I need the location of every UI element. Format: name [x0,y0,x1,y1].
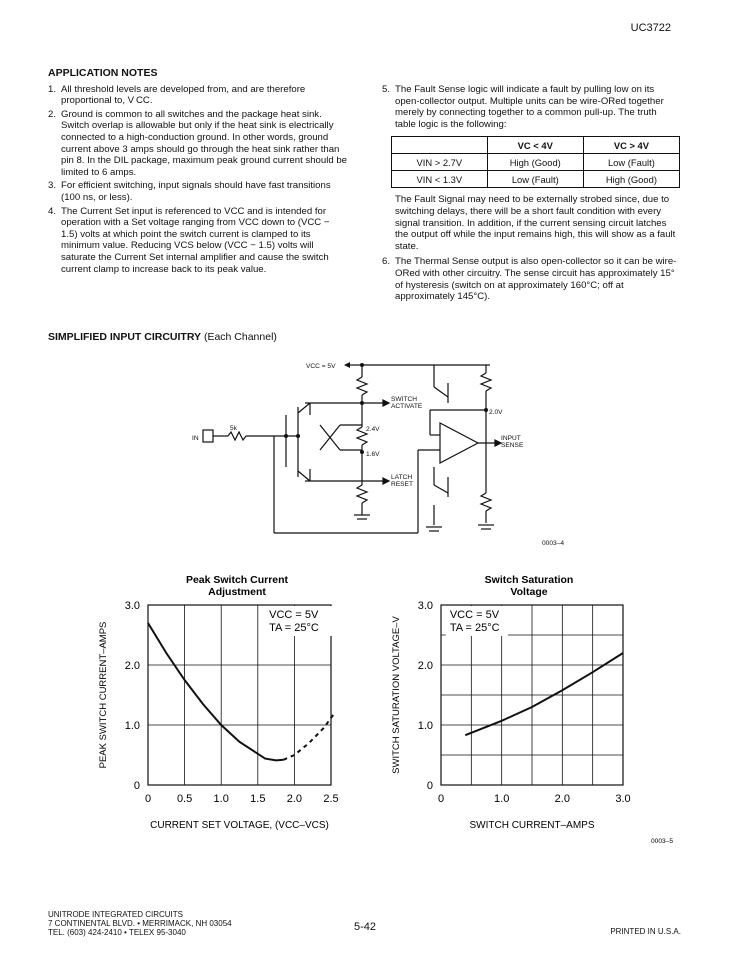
table-row: VIN > 2.7V High (Good) Low (Fault) [392,154,680,171]
x-tick-label: 0 [144,793,152,805]
fig-number-2: 0003–5 [651,838,674,845]
switch-activate-label: SWITCH [391,396,418,403]
note-4: 4. The Current Set input is referenced to VCC and is intended for operation with a Set voltage ranging from VCC down to (VCC − 1.5) volts at which point the switch current is clamped to its minimum value. Reducing VCS below (VCC − 1.5) volts will saturate the Current Set internal amplifier and cause the switch current clamp to increase back to its peak value. [48,205,330,275]
y-axis-label: PEAK SWITCH CURRENT–AMPS [98,621,109,769]
x-tick-label: 0.5 [176,793,193,805]
input-sense-label: INPUT [501,435,521,442]
note-2: 2. Ground is common to all switches and the package heat sink. Switch overlap is allowable but only if the heat sink is electrically connected to a high-conduction ground. In other words, ground current above 3 amps should go through the heat sink rather than pin 8. In the DIL package, maximum peak ground current should be limited to 6 amps. [48,108,348,178]
truth-table-head: VC > 4V [583,137,679,154]
company: UNITRODE INTEGRATED CIRCUITS [48,910,183,919]
annotation-text: VCC = 5V [449,609,500,621]
series-line [283,713,334,760]
fault-paragraph: The Fault Signal may need to be externally strobed since, due to switching delays, there will be a short fault condition with every signal transition. In addition, if the current sensing circuit latches the output off while the input remains high, this will show as a fault state. [395,194,676,252]
part-number: UC3722 [630,22,671,34]
notes-right [382,84,680,305]
v20-label: 2.0V [489,409,503,416]
telephone: TEL. (603) 424-2410 • TELEX 95-3040 [48,928,186,937]
vcc-label: VCC = 5V [306,363,336,370]
y-tick-label: 0 [133,780,140,792]
table-row: VIN < 1.3V Low (Fault) High (Good) [392,171,680,188]
y-tick-label: 2.0 [124,660,140,672]
note-3: 3. For efficient switching, input signals should have fast transitions (100 ns, or less). [48,180,331,203]
x-tick-label: 3.0 [615,793,631,805]
y-tick-label: 0 [426,780,433,792]
annotation-text: TA = 25°C [269,622,319,634]
note-5: 5. The Fault Sense logic will indicate a fault by pulling low on its open-collector output. Multiple units can be wire-ORed together merely by connecting together to a common pull-up. The truth table logic is the following: [382,84,664,130]
notes-left [48,68,348,277]
svg-text:ACTIVATE: ACTIVATE [391,403,423,410]
note-1: 1. All threshold levels are developed from, and are therefore proportional to, V CC. [48,83,306,107]
latch-reset-label: LATCH [391,474,413,481]
x-tick-label: 2.5 [323,793,339,805]
truth-table-head: VC < 4V [487,137,583,154]
footer-address [48,910,232,937]
x-tick-label: 1.0 [494,793,510,805]
r5k-label: 5k [230,425,237,432]
chart-title: Voltage [510,586,548,598]
x-axis-label: CURRENT SET VOLTAGE, (VCC–VCS) [150,820,329,831]
v16-label: 1.6V [366,451,380,458]
notes-title: APPLICATION NOTES [48,67,158,79]
chart-title: Switch Saturation [484,574,574,586]
svg-text:RESET: RESET [391,481,413,488]
y-tick-label: 2.0 [417,660,433,672]
annotation-text: TA = 25°C [449,622,500,634]
y-tick-label: 3.0 [417,600,433,612]
note-6: 6. The Thermal Sense output is also open-collector so it can be wire-ORed with other circuitry. The sense circuit has approximately 15° of hysteresis (switch on at approximately 160°C; off at approximately 145°C). [382,256,677,303]
circuit-title: SIMPLIFIED INPUT CIRCUITRY (Each Channel) [48,331,277,343]
address: 7 CONTINENTAL BLVD. • MERRIMACK, NH 03054 [48,919,232,928]
input-circuit-schematic [190,355,590,550]
x-tick-label: 2.0 [554,793,570,805]
x-tick-label: 0 [437,793,445,805]
x-tick-label: 1.5 [250,793,266,805]
charts [0,570,729,860]
truth-table [391,136,680,188]
in-label: IN [192,435,199,442]
series-line [148,623,283,760]
y-tick-label: 1.0 [124,720,140,732]
x-tick-label: 2.0 [286,793,303,805]
chart-title: Adjustment [208,586,266,598]
y-tick-label: 3.0 [124,600,140,612]
y-axis-label: SWITCH SATURATION VOLTAGE–V [391,616,402,774]
x-axis-label: SWITCH CURRENT–AMPS [469,820,595,831]
chart-title: Peak Switch Current [185,574,289,586]
v24-label: 2.4V [366,426,380,433]
printed-in: PRINTED IN U.S.A. [610,927,681,936]
x-tick-label: 1.0 [213,793,229,805]
y-tick-label: 1.0 [417,720,433,732]
annotation-text: VCC = 5V [269,609,319,621]
svg-text:SENSE: SENSE [501,442,524,449]
fig-number: 0003–4 [542,540,565,547]
page-number: 5-42 [354,921,377,933]
